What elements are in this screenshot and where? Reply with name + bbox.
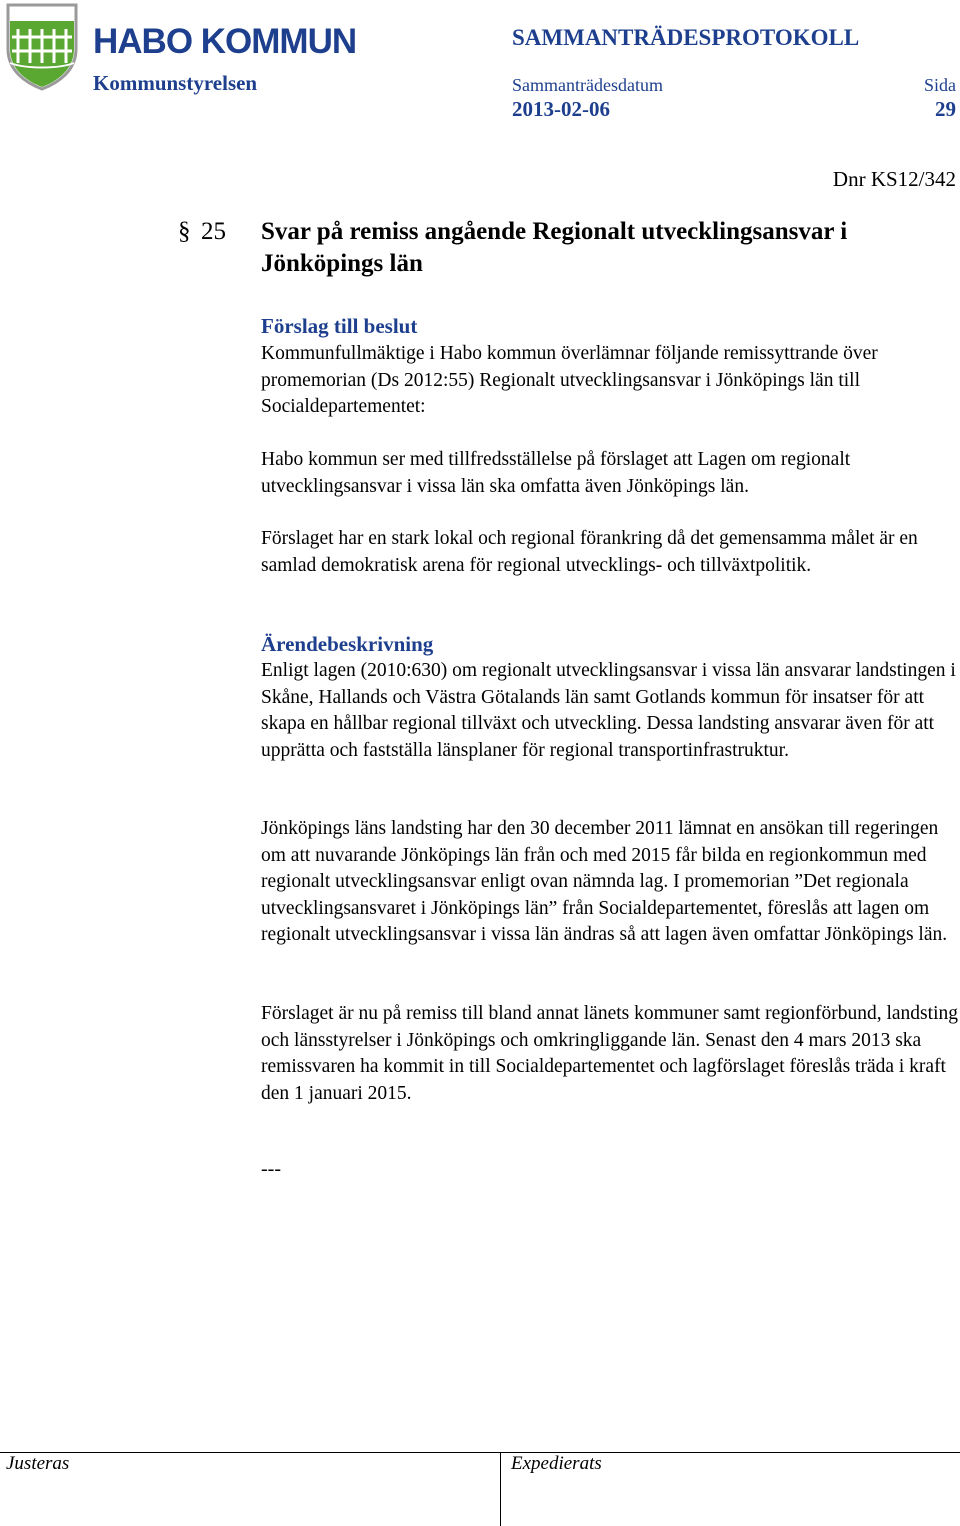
diary-number: Dnr KS12/342 xyxy=(832,167,956,191)
organization-name: Kommunstyrelsen xyxy=(93,71,258,95)
section-separator: --- xyxy=(261,1158,281,1180)
footer-expedierats-label: Expedierats xyxy=(511,1453,602,1474)
description-paragraph: Förslaget är nu på remiss till bland annat länets kommuner samt regionförbund, landsting och länsstyrelser i Jönköpings och omkringliggande län. Senast den 4 mars 2013 ska remissvaren ha kommit in till Socialdepartementet och lagförslaget föreslås träda i kraft den 1 januari 2015. xyxy=(261,1003,958,1104)
document-type: SAMMANTRÄDESPROTOKOLL xyxy=(512,25,860,50)
description-paragraph: Jönköpings läns landsting har den 30 december 2011 lämnat en ansökan till regeringen om att nuvarande Jönköpings län från och med 2015 får bilda en regionkommun med regionalt utvecklingsansvar enligt ovan nämnda lag. I promemorian ”Det regionala utvecklingsansvaret i Jönköpings län” från Socialdepartementet, föreslås att lagen om regionalt utvecklingsansvar i vissa län ändras så att lagen även omfattar Jönköpings län. xyxy=(261,818,948,945)
footer-divider xyxy=(500,1452,501,1526)
proposal-paragraph: Kommunfullmäktige i Habo kommun överlämnar följande remissyttrande över promemorian (Ds 2012:55) Regionalt utvecklingsansvar i Jönköpings län till Socialdepartementet: xyxy=(261,343,878,417)
section-title: Svar på remiss angående Regionalt utvecklingsansvar i Jönköpings län xyxy=(261,218,848,277)
section-number: 25 xyxy=(201,218,226,245)
meeting-date-value: 2013-02-06 xyxy=(512,97,610,121)
footer-rule xyxy=(0,1452,960,1453)
meeting-date-label: Sammanträdesdatum xyxy=(512,75,663,95)
section-sign: § xyxy=(178,218,191,245)
proposal-paragraph: Habo kommun ser med tillfredsställelse på förslaget att Lagen om regionalt utvecklingsansvar i vissa län ska omfatta även Jönköpings län. xyxy=(261,449,851,497)
page-number: 29 xyxy=(935,97,956,121)
proposal-paragraph: Förslaget har en stark lokal och regional förankring då det gemensamma målet är en samlad demokratisk arena för regional utvecklings- och tillväxtpolitik. xyxy=(261,528,918,576)
page-label: Sida xyxy=(923,75,956,95)
proposal-heading: Förslag till beslut xyxy=(261,314,418,338)
municipality-shield-logo xyxy=(6,3,78,91)
footer-justeras-label: Justeras xyxy=(6,1453,70,1474)
description-heading: Ärendebeskrivning xyxy=(261,632,434,656)
brand-name: HABO KOMMUN xyxy=(93,22,357,61)
description-paragraph: Enligt lagen (2010:630) om regionalt utvecklingsansvar i vissa län ansvarar landstingen i Skåne, Hallands och Västra Götalands län samt Gotlands kommun för insatser för att skapa en hållbar regional tillväxt och utveckling. Dessa landsting ansvarar även för att upprätta och fastställa länsplaner för regional transportinfrastruktur. xyxy=(261,660,956,761)
